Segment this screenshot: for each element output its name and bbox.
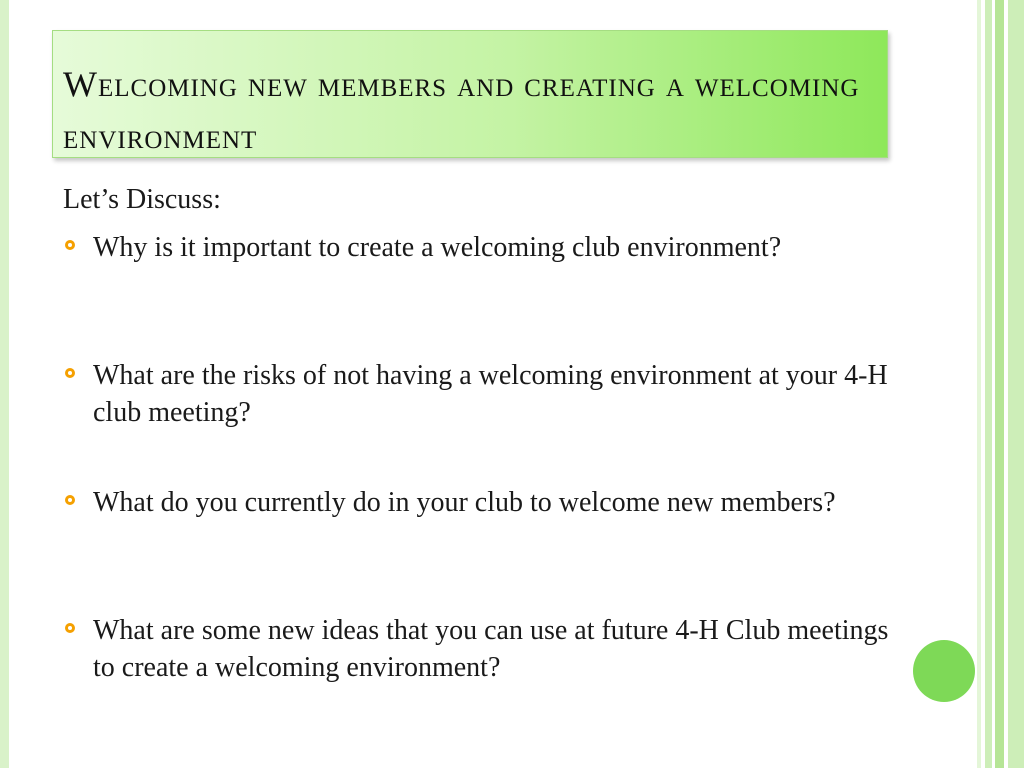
right-border-stripe [995,0,1004,768]
bullet-item [63,612,913,686]
bullet-item [63,229,913,266]
bullet-icon [65,623,75,633]
bullet-item [63,357,913,431]
bullet-icon [65,240,75,250]
bullet-text: What are some new ideas that you can use at future 4-H Club meetings to create a welcoming environment? [93,615,889,683]
bullet-text: What do you currently do in your club to welcome new members? [93,487,836,518]
bullet-text: What are the risks of not having a welcoming environment at your 4-H club meeting? [93,360,888,428]
right-border-stripe [985,0,992,768]
left-border-stripe [0,0,9,768]
right-border-stripe [1008,0,1024,768]
bullet-icon [65,368,75,378]
bullet-icon [65,495,75,505]
decorative-circle [913,640,975,702]
bullet-item [63,484,913,521]
intro-text: Let’s Discuss: [63,184,221,215]
bullet-text: Why is it important to create a welcoming club environment? [93,232,782,263]
slide-title: Welcoming new members and creating a welcoming environment [63,64,860,156]
right-border-stripe [977,0,981,768]
